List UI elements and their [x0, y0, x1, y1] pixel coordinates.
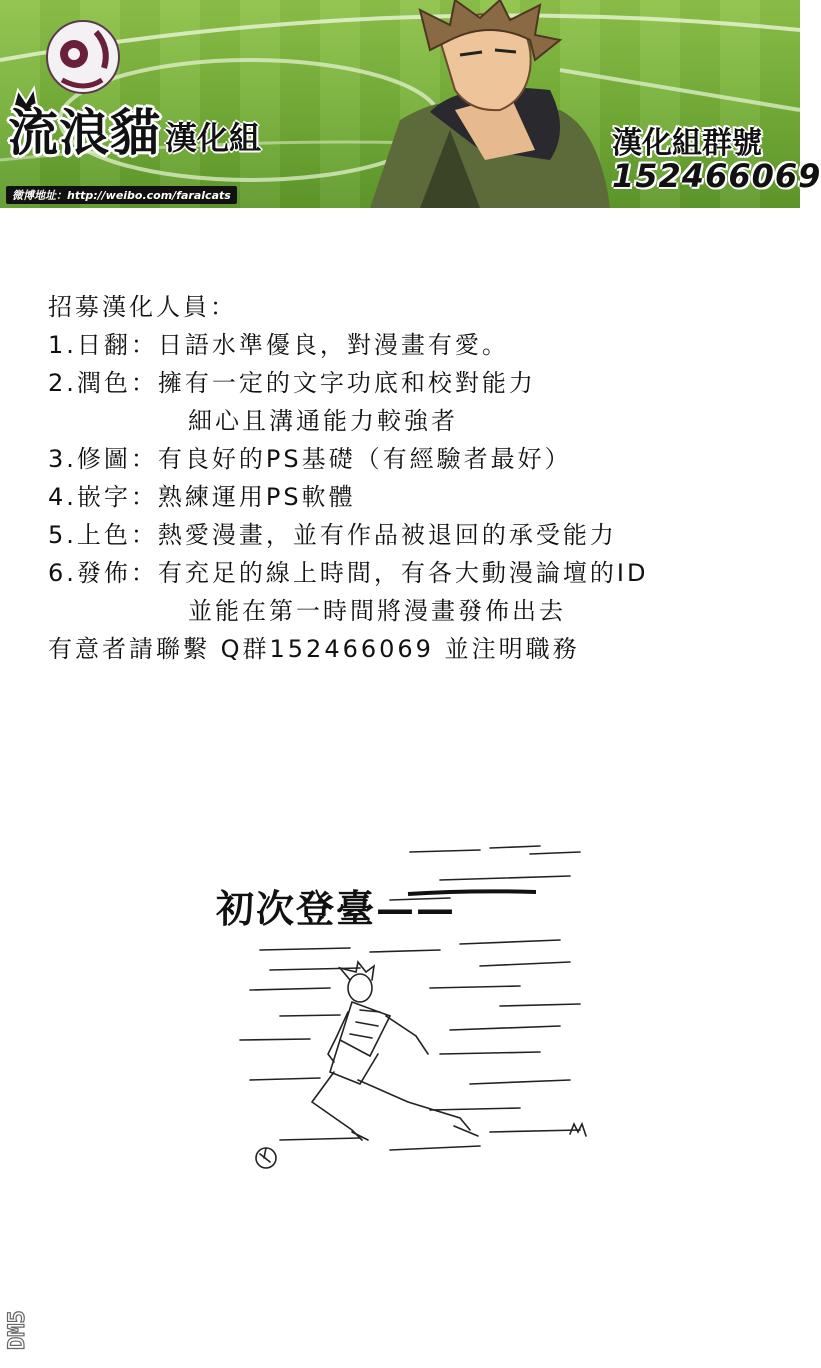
- svg-text:DM5: DM5: [5, 1310, 30, 1350]
- recruit-line: 並能在第一時間將漫畫發佈出去: [188, 597, 566, 625]
- group-label: 漢化組群號: [612, 126, 762, 161]
- character-illustration: [360, 0, 610, 208]
- recruit-heading: 招募漢化人員：: [48, 293, 237, 321]
- group-number: 152466069: [612, 156, 821, 195]
- soccer-ball-icon: [44, 18, 122, 96]
- recruit-line: 2.潤色：擁有一定的文字功底和校對能力: [48, 369, 536, 397]
- recruit-contact: 有意者請聯繫 Q群152466069 並注明職務: [48, 635, 580, 663]
- recruit-line: 1.日翻：日語水準優良，對漫畫有愛。: [48, 331, 509, 359]
- recruit-line: 6.發佈：有充足的線上時間，有各大動漫論壇的ID: [48, 559, 649, 587]
- recruit-line: 5.上色：熱愛漫畫，並有作品被退回的承受能力: [48, 521, 617, 549]
- recruitment-notice: [48, 288, 788, 668]
- brand-sub-text: 漢化組: [165, 119, 262, 157]
- weibo-address: 微博地址：http://weibo.com/faralcats: [6, 186, 237, 204]
- group-number-box: [612, 128, 821, 193]
- brand-main-text: 流浪貓: [8, 104, 161, 162]
- recruit-line: 細心且溝通能力較強者: [188, 407, 458, 435]
- recruit-line: 4.嵌字：熟練運用PS軟體: [48, 483, 356, 511]
- panel-title: 初次登臺——: [216, 886, 457, 931]
- brand-logo: [8, 104, 262, 162]
- recruit-line: 3.修圖：有良好的PS基礎（有經驗者最好）: [48, 445, 572, 473]
- dm5-watermark-logo: [4, 1250, 32, 1360]
- header-banner: [0, 0, 821, 208]
